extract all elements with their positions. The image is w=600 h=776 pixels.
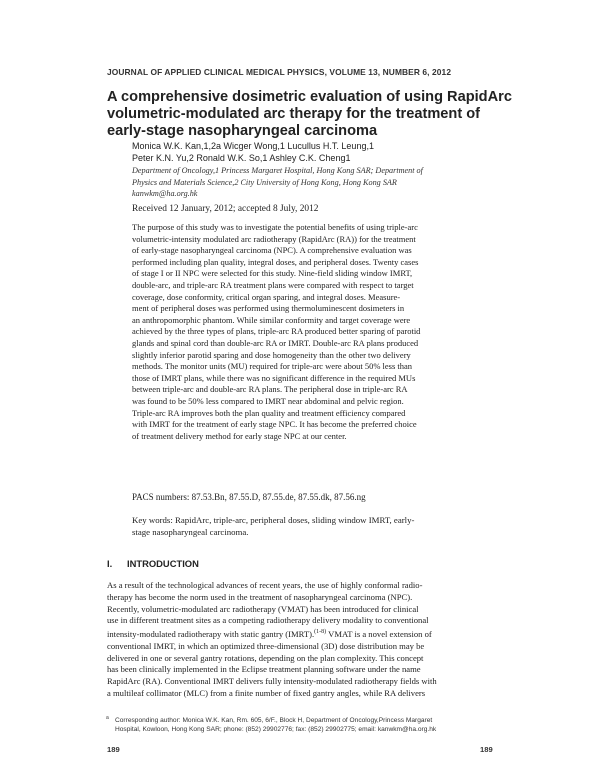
abstract-line: of treatment delivery method for early stage NPC at our center. xyxy=(132,430,347,441)
abstract-line: coverage, dose conformity, critical organ sparing, and integral doses. Measure- xyxy=(132,291,401,302)
body-line-tail: VMAT is a novel extension of xyxy=(326,629,432,640)
affiliations xyxy=(132,165,472,200)
keywords xyxy=(132,515,462,538)
body-line: has been clinically implemented in the Eclipse treatment planning software under the name xyxy=(107,664,421,675)
pacs-numbers: PACS numbers: 87.53.Bn, 87.55.D, 87.55.de, 87.55.dk, 87.56.ng xyxy=(132,492,366,502)
body-line: a multileaf collimator (MLC) from a finite number of fixed gantry angles, while RA delivers xyxy=(107,688,426,699)
keywords-line: stage nasopharyngeal carcinoma. xyxy=(132,526,249,537)
body-line: conventional IMRT, in which an optimized three-dimensional (3D) dose distribution may be xyxy=(107,640,425,651)
abstract xyxy=(132,222,464,442)
abstract-line: glands and spinal cord than double-arc RA or IMRT. Double-arc RA plans produced xyxy=(132,337,419,348)
abstract-line: slightly inferior parotid sparing and dose homogeneity than the other two delivery xyxy=(132,349,411,360)
abstract-line: between triple-arc and double-arc RA plans. The peripheral dose in triple-arc RA xyxy=(132,384,408,395)
abstract-line: double-arc, and triple-arc RA treatment plans were compared with respect to target xyxy=(132,279,414,290)
body-line xyxy=(107,627,497,641)
author-line: Peter K.N. Yu,2 Ronald W.K. So,1 Ashley C.K. Cheng1 xyxy=(132,153,351,163)
body-line: RapidArc (RA). Conventional IMRT delivers fully intensity-modulated radiotherapy fields with xyxy=(107,676,437,687)
abstract-line: was found to be 50% less compared to IMRT near abdominal and pelvic region. xyxy=(132,395,404,406)
affiliation-line: Department of Oncology,1 Princess Margaret Hospital, Hong Kong SAR; Department of xyxy=(132,166,423,175)
abstract-line: The purpose of this study was to investigate the potential benefits of using triple-arc xyxy=(132,222,418,232)
title-line: early-stage nasopharyngeal carcinoma xyxy=(107,123,378,139)
body-line: therapy has become the norm used in the treatment of nasopharyngeal carcinoma (NPC). xyxy=(107,591,413,602)
abstract-line: those of IMRT plans, while there was no significant difference in the required MUs xyxy=(132,372,416,383)
section-number: I. xyxy=(107,558,113,569)
author-line: Monica W.K. Kan,1,2a Wicger Wong,1 Lucullus H.T. Leung,1 xyxy=(132,141,374,151)
abstract-line: Triple-arc RA improves both the plan quality and treatment efficiency compared xyxy=(132,407,406,418)
article-title xyxy=(107,89,512,140)
title-line: A comprehensive dosimetric evaluation of using RapidArc xyxy=(107,89,512,105)
abstract-line: achieved by the three types of plans, triple-arc RA produced better sparing of parotid xyxy=(132,326,421,337)
page-number-left: 189 xyxy=(107,745,120,754)
abstract-line: volumetric-intensity modulated arc radiotherapy (RapidArc (RA)) for the treatment xyxy=(132,233,416,244)
abstract-line: of stage I or II NPC were selected for this study. Nine-field sliding window IMRT, xyxy=(132,268,413,279)
corresponding-author-footnote xyxy=(107,716,497,735)
body-line-text: intensity-modulated radiotherapy with static gantry (IMRT). xyxy=(107,629,315,640)
abstract-line: methods. The monitor units (MU) required for triple-arc were about 50% less than xyxy=(132,361,413,372)
abstract-line: an anthropomorphic phantom. While similar conformity and target coverage were xyxy=(132,314,411,325)
footnote-line: Corresponding author: Monica W.K. Kan, Rm. 605, 6/F., Block H, Department of Oncology,Princess Margaret xyxy=(115,717,433,724)
body-line: delivered in one or several gantry rotations, depending on the plan complexity. This concept xyxy=(107,652,424,663)
citation-superscript: (1-8) xyxy=(314,629,327,636)
section-heading xyxy=(107,558,199,569)
body-line: use in different treatment sites as a competing radiotherapy delivery modality to conventional xyxy=(107,615,429,626)
received-accepted-dates: Received 12 January, 2012; accepted 8 July, 2012 xyxy=(132,204,319,214)
author-list xyxy=(132,140,472,164)
body-line: Recently, volumetric-modulated arc radiotherapy (VMAT) has been introduced for clinical xyxy=(107,603,419,614)
footnote-line: Hospital, Kowloon, Hong Kong SAR; phone: (852) 29902776; fax: (852) 29902775; email: kanwkm@ha.org.hk xyxy=(115,726,437,734)
body-line: As a result of the technological advances of recent years, the use of highly conformal radio- xyxy=(107,580,423,590)
footnote-mark: a xyxy=(106,715,109,721)
abstract-line: with IMRT for the treatment of early stage NPC. It has become the preferred choice xyxy=(132,419,417,430)
abstract-line: ment of peripheral doses was performed using thermoluminescent dosimeters in xyxy=(132,303,405,314)
abstract-line: performed including plan quality, integral doses, and peripheral doses. Twenty cases xyxy=(132,256,419,267)
affiliation-line: Physics and Materials Science,2 City University of Hong Kong, Hong Kong SAR xyxy=(132,177,397,187)
abstract-line: of early-stage nasopharyngeal carcinoma (NPC). A comprehensive evaluation was xyxy=(132,245,412,256)
section-title: INTRODUCTION xyxy=(127,558,199,569)
title-line: volumetric-modulated arc therapy for the treatment of xyxy=(107,106,481,122)
contact-email: kanwkm@ha.org.hk xyxy=(132,189,198,198)
journal-header: JOURNAL OF APPLIED CLINICAL MEDICAL PHYSICS, VOLUME 13, NUMBER 6, 2012 xyxy=(107,67,452,77)
page-number-right: 189 xyxy=(480,745,493,754)
body-text xyxy=(107,580,497,700)
keywords-line: Key words: RapidArc, triple-arc, peripheral doses, sliding window IMRT, early- xyxy=(132,515,415,525)
